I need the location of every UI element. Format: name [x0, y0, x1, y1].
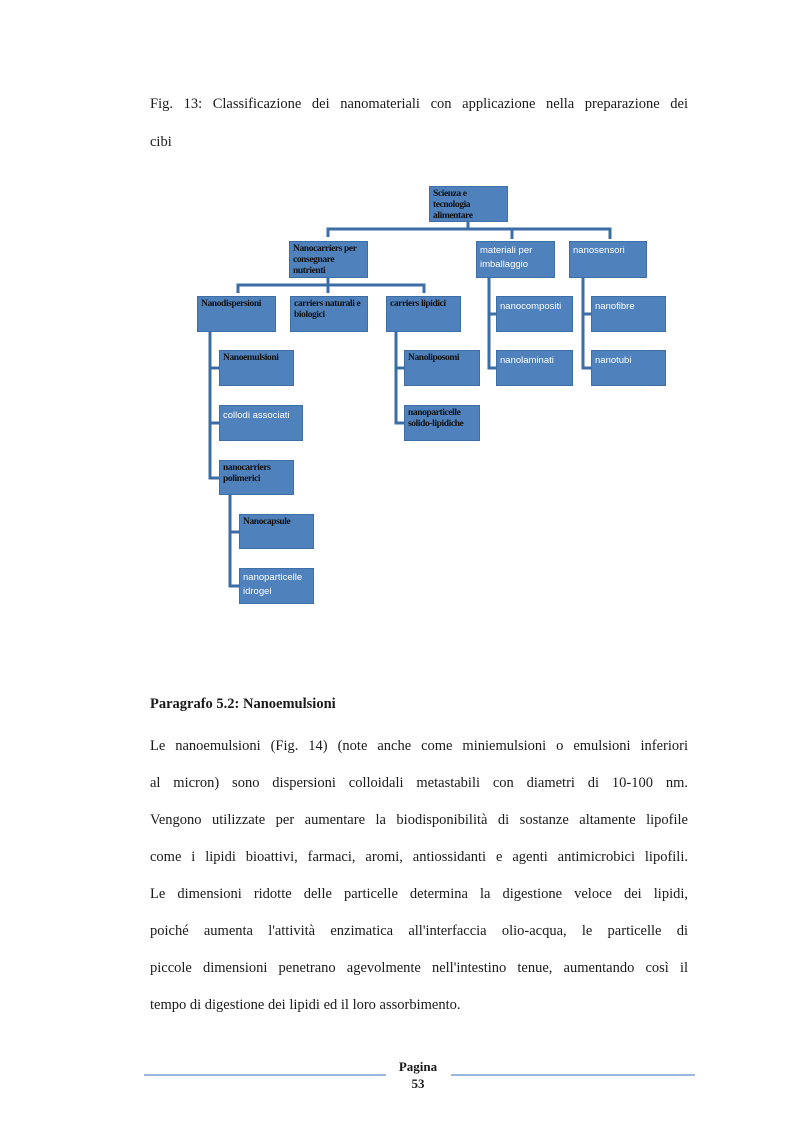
paragraph-line: Le dimensioni ridotte delle particelle determina la digestione veloce dei lipidi, [150, 886, 688, 902]
paragraph-line: poiché aumenta l'attività enzimatica all'interfaccia olio-acqua, le particelle di [150, 923, 688, 939]
body-paragraph [150, 728, 688, 1024]
paragraph-line: come i lipidi bioattivi, farmaci, aromi, antiossidanti e agenti antimicrobici lipofili. [150, 849, 688, 865]
footer-rule-right [451, 1074, 695, 1076]
connector-polymer [230, 495, 239, 586]
diagram-node-polymer-carriers: nanocarriers polimerici [219, 460, 294, 495]
paragraph-line: al micron) sono dispersioni colloidali metastabili con diametri di 10-100 nm. [150, 775, 688, 791]
connector-nanocarriers [238, 278, 424, 293]
diagram-node-nanocapsules: Nanocapsule [239, 514, 314, 549]
paragraph-line: piccole dimensioni penetrano agevolmente nell'intestino tenue, aumentando così il [150, 960, 688, 976]
page-footer [386, 1058, 450, 1092]
diagram-node-nanocarriers: Nanocarriers per consegnare nutrienti [289, 241, 368, 278]
diagram-node-nanoemulsions: Nanoemulsioni [219, 350, 294, 386]
diagram-node-carriers-natural: carriers naturali e biologici [290, 296, 368, 332]
diagram-node-root: Scienza e tecnologia alimentare [429, 186, 508, 222]
diagram-node-nanolaminates: nanolaminati [496, 350, 573, 386]
connector-root [328, 222, 610, 239]
section-heading: Paragrafo 5.2: Nanoemulsioni [150, 696, 336, 712]
figure-caption-line-2: cibi [150, 134, 172, 150]
diagram-node-colloids: collodi associati [219, 405, 303, 441]
diagram-node-nanodispersions: Nanodispersioni [197, 296, 276, 332]
page-number: 53 [411, 1076, 425, 1091]
diagram-node-nanocomposites: nanocompositi [496, 296, 573, 332]
paragraph-line: tempo di digestione dei lipidi ed il loro assorbimento. [150, 997, 461, 1013]
page-label: Pagina [398, 1059, 438, 1074]
paragraph-line: Le nanoemulsioni (Fig. 14) (note anche come miniemulsioni o emulsioni inferiori [150, 738, 688, 754]
connector-nanodispersions [210, 332, 219, 478]
diagram-node-nanotubes: nanotubi [591, 350, 666, 386]
diagram-node-solid-lipid: nanoparticelle solido-lipidiche [404, 405, 480, 441]
paragraph-line: Vengono utilizzate per aumentare la biodisponibilità di sostanze altamente lipofile [150, 812, 688, 828]
diagram-node-carriers-lipid: carriers lipidici [386, 296, 461, 332]
diagram-node-nanoliposomes: Nanoliposomi [404, 350, 480, 386]
figure-caption-line-1: Fig. 13: Classificazione dei nanomateriali con applicazione nella preparazione dei [150, 96, 688, 112]
diagram-node-nanofibers: nanofibre [591, 296, 666, 332]
footer-rule-left [144, 1074, 386, 1076]
diagram-node-hydrogel: nanoparticelle idrogel [239, 568, 314, 604]
diagram-node-nanosensors: nanosensori [569, 241, 647, 278]
diagram-node-packaging: materiali per imballaggio [476, 241, 555, 278]
